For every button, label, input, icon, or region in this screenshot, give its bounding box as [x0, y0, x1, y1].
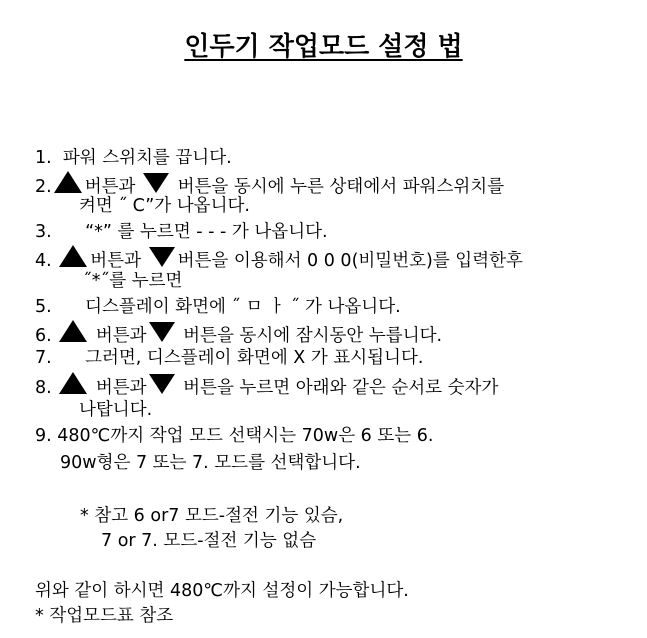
- down-triangle-icon: [149, 247, 175, 267]
- up-triangle-icon: [54, 171, 82, 193]
- note-line-2: 7 or 7. 모드-절전 기능 없슴: [101, 531, 317, 551]
- step-9: 9. 480℃까지 작업 모드 선택시는 70w은 6 또는 6.: [35, 426, 434, 446]
- note-line-1: * 참고 6 or7 모드-절전 기능 있슴,: [80, 506, 344, 526]
- down-triangle-icon: [149, 322, 175, 342]
- step-3: 3. “*” 를 누르면 - - - 가 나옵니다.: [35, 222, 328, 242]
- step-4-continuation: ˝*˝를 누르면: [83, 271, 183, 291]
- step-4: 4. 버튼과 버튼을 이용해서 0 0 0(비밀번호)를 입력한후: [35, 245, 523, 272]
- step-8: 8. 버튼과 버튼을 누르면 아래와 같은 순서로 숫자가: [35, 372, 498, 399]
- step-2-continuation: 켜면 ˝ C”가 나옵니다.: [79, 196, 250, 216]
- step-8-continuation: 나탑니다.: [79, 400, 153, 420]
- step-9-continuation: 90w형은 7 또는 7. 모드를 선택합니다.: [60, 453, 361, 473]
- down-triangle-icon: [149, 374, 175, 394]
- up-triangle-icon: [59, 372, 87, 394]
- up-triangle-icon: [59, 320, 87, 342]
- step-5: 5. 디스플레이 화면에 ˝ ㅁ ㅏ ˝ 가 나옵니다.: [35, 297, 401, 317]
- step-7: 7. 그러면, 디스플레이 화면에 X 가 표시됩니다.: [35, 348, 424, 368]
- step-1: 1. 파워 스위치를 끕니다.: [35, 148, 232, 168]
- step-6: 6. 버튼과 버튼을 동시에 잠시동안 누릅니다.: [35, 320, 442, 347]
- page-title: 인두기 작업모드 설정 법: [184, 32, 463, 62]
- footer-line-2: * 작업모드표 참조: [35, 606, 174, 626]
- footer-line-1: 위와 같이 하시면 480℃까지 설정이 가능합니다.: [35, 581, 409, 601]
- up-triangle-icon: [59, 245, 87, 267]
- down-triangle-icon: [143, 173, 169, 193]
- step-2: 2. 버튼과 버튼을 동시에 누른 상태에서 파워스위치를: [35, 171, 504, 198]
